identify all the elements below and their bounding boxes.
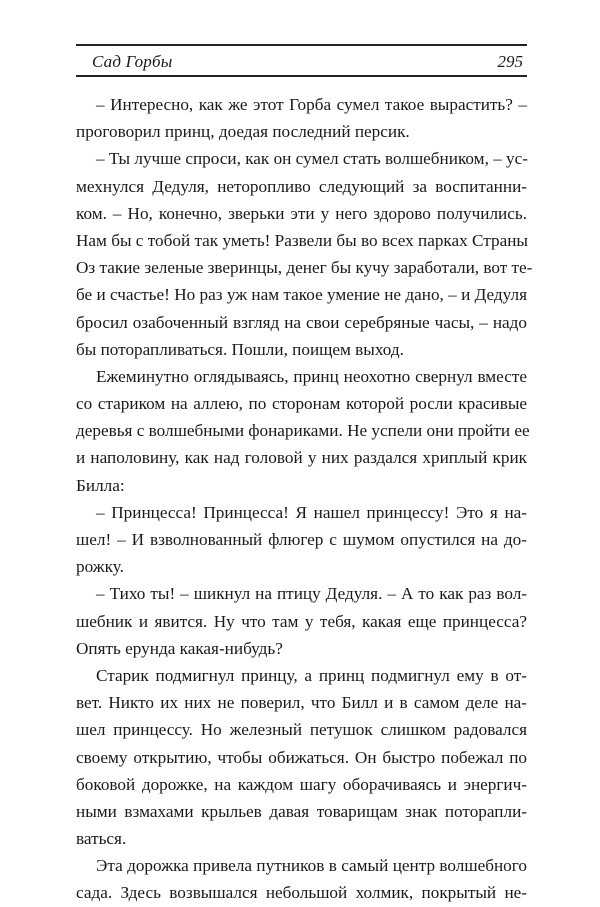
- text-line: Опять ерунда какая-нибудь?: [76, 638, 283, 658]
- text-line: Нам бы с тобой так уметь! Развели бы во всех парках Страны: [76, 230, 528, 250]
- text-line: – Ты лучше спроси, как он сумел стать волшебником, – ус-: [96, 149, 528, 169]
- text-line: Старик подмигнул принцу, а принц подмигнул ему в от-: [96, 665, 527, 685]
- text-line: деревья с волшебными фонариками. Не успели они пройти ее: [76, 421, 530, 441]
- text-line: шел! – И взволнованный флюгер с шумом опустился на до-: [76, 530, 527, 549]
- paragraph: [76, 91, 527, 145]
- text-line: Эта дорожка привела путников в самый центр волшебного: [96, 856, 527, 876]
- text-line: ными взмахами крыльев давая товарищам знак поторапли-: [76, 801, 527, 821]
- text-line: Ежеминутно оглядываясь, принц неохотно свернул вместе: [96, 366, 527, 386]
- running-header: [76, 44, 527, 77]
- text-line: Билла:: [76, 475, 125, 495]
- text-line: и наполовину, как над головой у них раздался хриплый крик: [76, 448, 527, 468]
- paragraph: [76, 363, 530, 499]
- text-line: ком. – Но, конечно, зверьки эти у него здорово получились.: [76, 203, 527, 223]
- text-line: бы поторапливаться. Пошли, поищем выход.: [76, 339, 404, 359]
- paragraph: [76, 852, 527, 906]
- paragraph: [76, 499, 527, 581]
- text-line: сада. Здесь возвышался небольшой холмик, покрытый не-: [76, 883, 527, 903]
- text-line: бросил озабоченный взгляд на свои серебряные часы, – надо: [76, 312, 527, 332]
- text-line: своему открытию, чтобы обижаться. Он быстро побежал по: [76, 747, 527, 767]
- page-number: 295: [497, 52, 523, 71]
- paragraph: [76, 580, 527, 662]
- text-line: ваться.: [76, 829, 127, 849]
- text-line: рожку.: [76, 557, 124, 577]
- text-line: – Интересно, как же этот Горба сумел такое вырастить? –: [96, 95, 527, 114]
- text-line: проговорил принц, доедая последний персик.: [76, 122, 410, 142]
- text-line: боковой дорожке, на каждом шагу оборачиваясь и энергич-: [76, 774, 527, 794]
- text-line: вет. Никто их них не поверил, что Билл и в самом деле на-: [76, 693, 527, 713]
- body-text: [76, 91, 533, 907]
- text-line: шел принцессу. Но железный петушок слишком радовался: [76, 720, 527, 740]
- text-line: мехнулся Дедуля, неторопливо следующий за воспитанни-: [76, 176, 527, 196]
- chapter-title: Сад Горбы: [92, 52, 173, 71]
- text-line: шебник и явится. Ну что там у тебя, какая еще принцесса?: [76, 611, 527, 631]
- text-line: – Принцесса! Принцесса! Я нашел принцессу! Это я на-: [96, 502, 527, 522]
- text-line: бе и счастье! Но раз уж нам такое умение не дано, – и Дедуля: [76, 285, 527, 305]
- paragraph: [76, 662, 527, 852]
- paragraph: [76, 145, 533, 363]
- text-line: Оз такие зеленые зверинцы, денег бы кучу заработали, вот те-: [76, 258, 533, 278]
- text-line: – Тихо ты! – шикнул на птицу Дедуля. – А то как раз вол-: [96, 584, 527, 604]
- text-line: со стариком на аллею, по сторонам которой росли красивые: [76, 394, 527, 414]
